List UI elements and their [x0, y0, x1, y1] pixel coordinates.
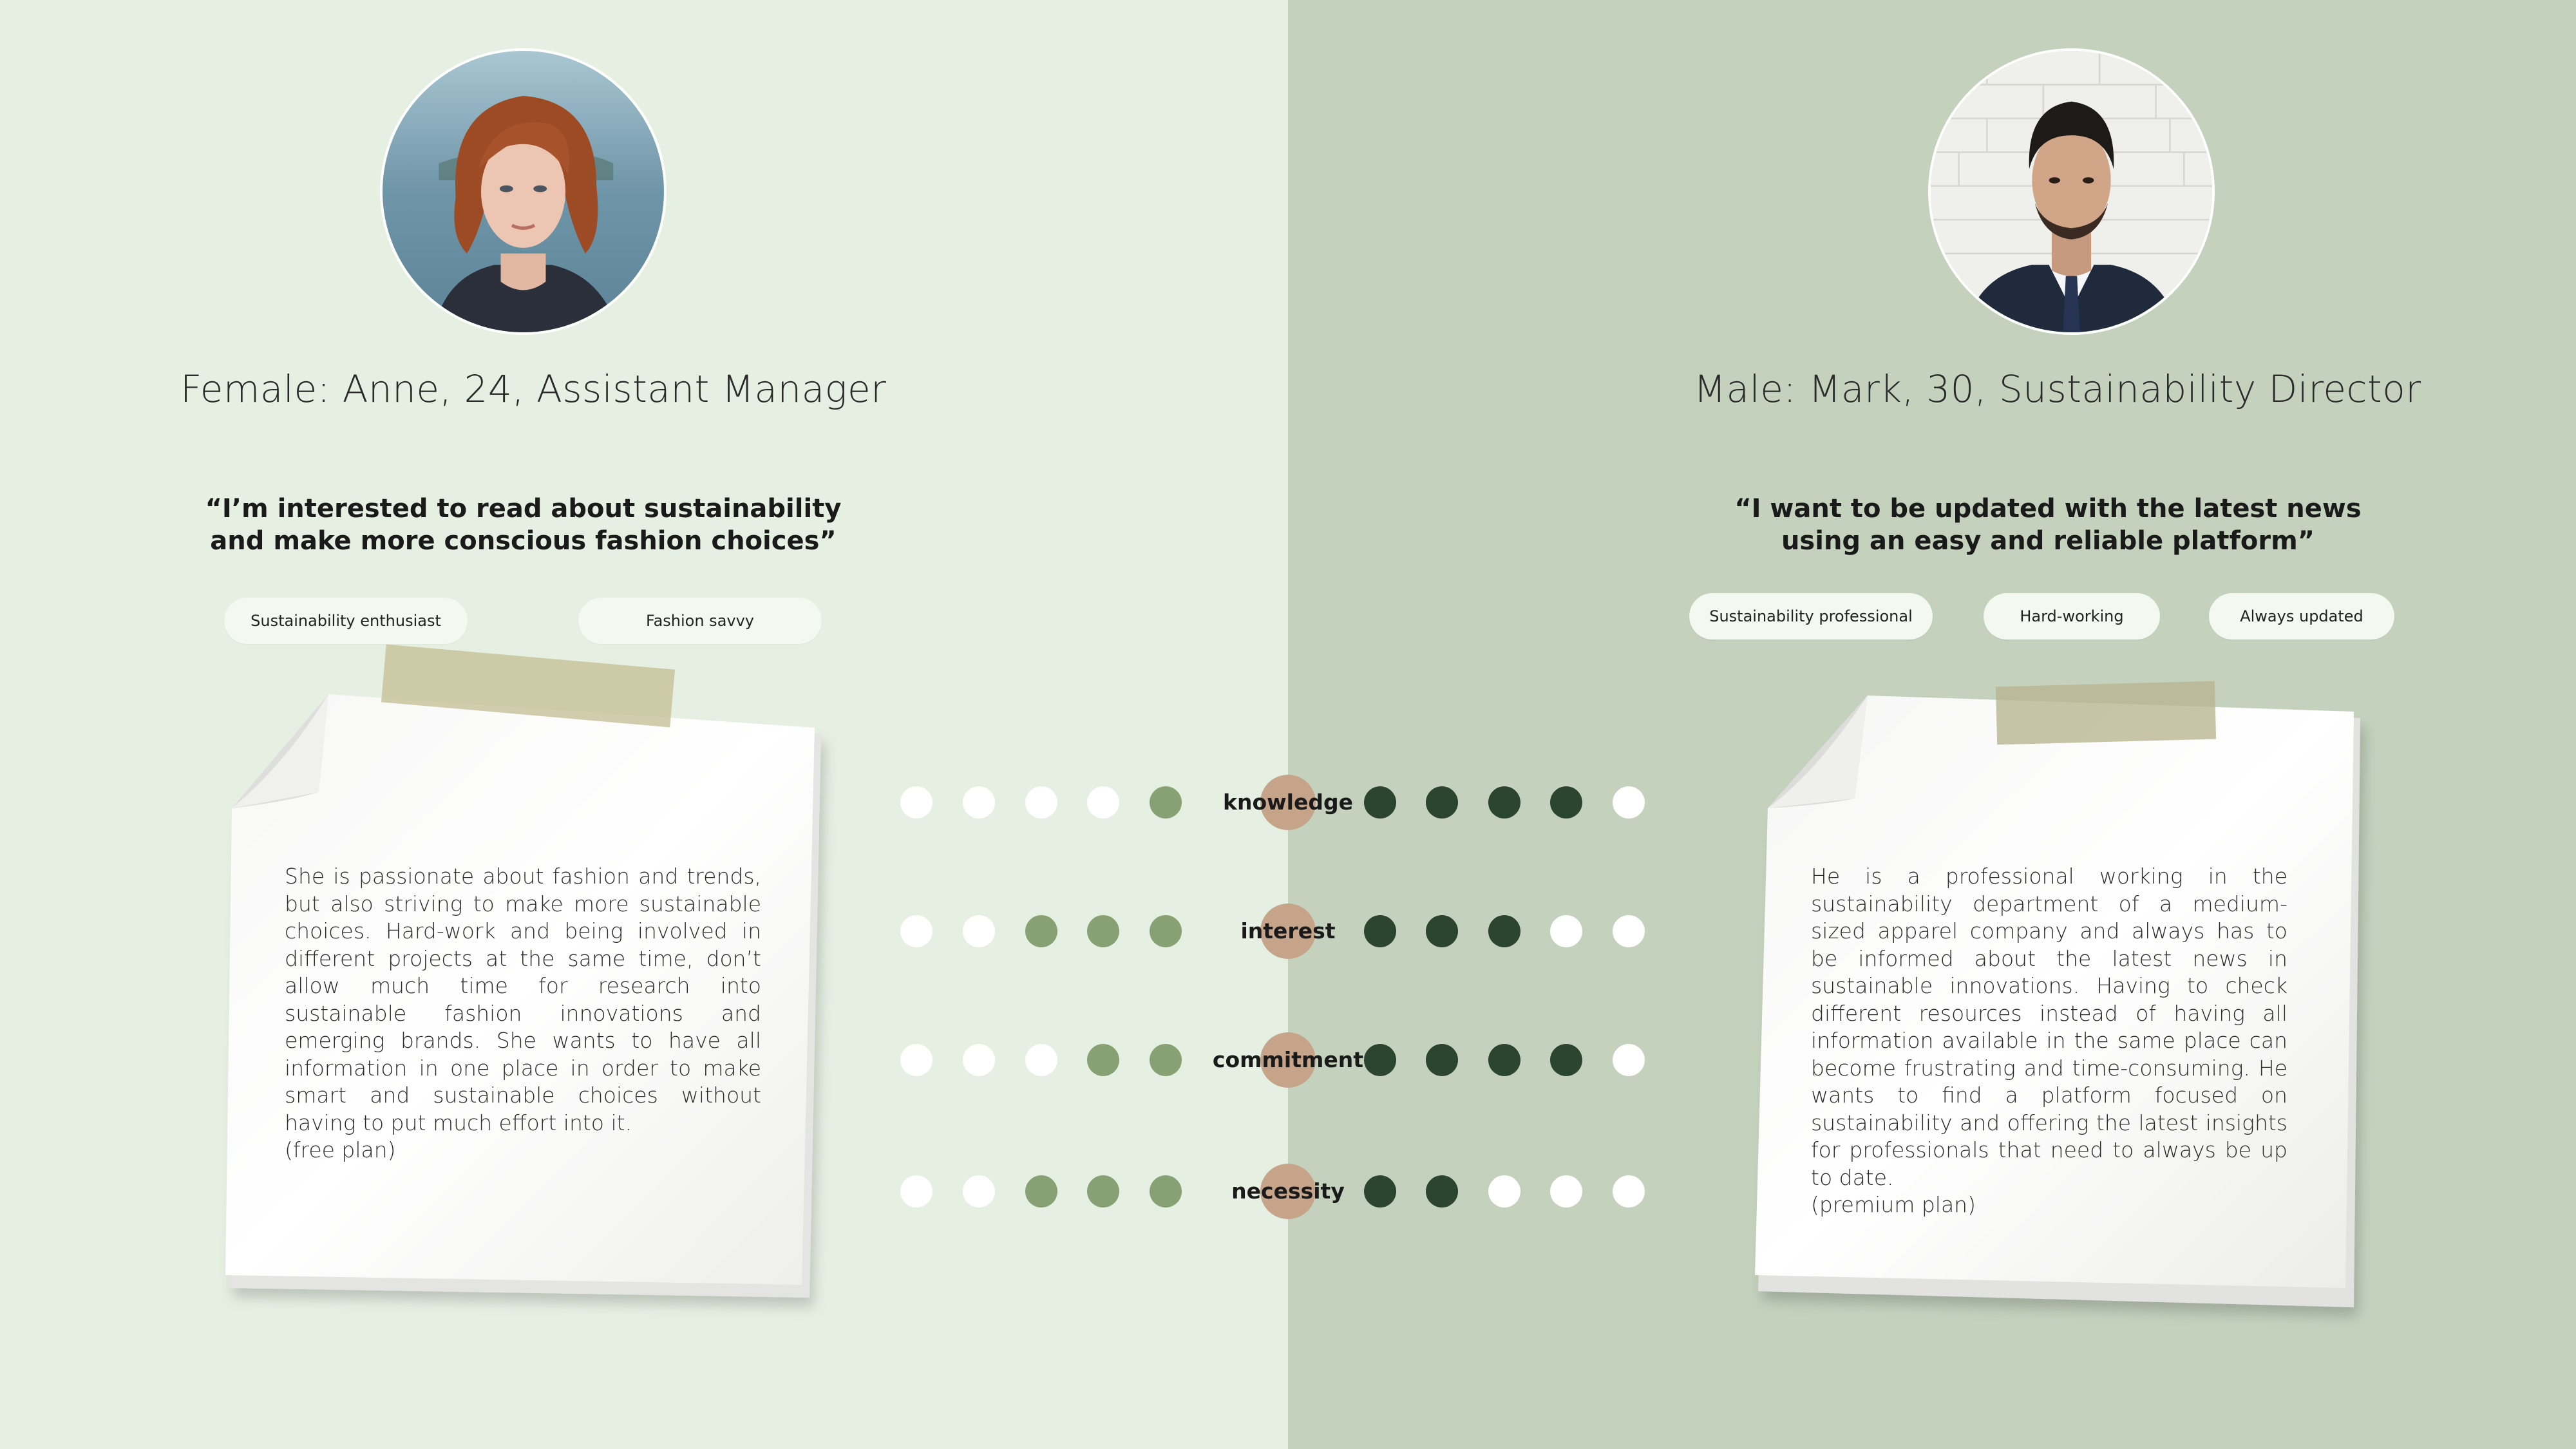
anne-tag-fashion-savvy: Fashion savvy — [578, 598, 822, 644]
anne-knowledge-dot-1 — [900, 786, 933, 819]
anne-knowledge-dot-3 — [1025, 786, 1057, 819]
anne-necessity-dot-2 — [963, 1175, 995, 1208]
scale-label-interest: interest — [1240, 918, 1336, 943]
anne-description-text: She is passionate about fashion and trends, but also striving to make more sustainable choices. Hard-work and being involved in different projects at the same time, don’t allow much time for research into sustainable fashion innovations and emerging brands. She wants to have all information in one place in order to make smart and sustainable choices without having to put much effort into it. — [285, 864, 761, 1135]
anne-commitment-dot-3 — [1025, 1044, 1057, 1076]
mark-commitment-dot-2 — [1426, 1044, 1458, 1076]
mark-description — [1811, 863, 2287, 1219]
mark-plan: (premium plan) — [1811, 1192, 1976, 1217]
anne-tag-sustainability-enthusiast: Sustainability enthusiast — [224, 598, 468, 644]
scale-label-necessity: necessity — [1231, 1179, 1345, 1204]
anne-description — [285, 863, 761, 1164]
anne-avatar — [380, 48, 667, 335]
mark-knowledge-dot-5 — [1613, 786, 1645, 819]
mark-interest-dot-2 — [1426, 915, 1458, 947]
anne-interest-dot-5 — [1150, 915, 1182, 947]
mark-interest-dot-3 — [1488, 915, 1520, 947]
anne-knowledge-dot-2 — [963, 786, 995, 819]
mark-interest-dot-5 — [1613, 915, 1645, 947]
anne-persona-title: Female: Anne, 24, Assistant Manager — [180, 367, 887, 411]
anne-commitment-dot-4 — [1087, 1044, 1119, 1076]
mark-tag-always-updated: Always updated — [2209, 593, 2394, 639]
anne-commitment-dot-1 — [900, 1044, 933, 1076]
mark-avatar — [1928, 48, 2215, 335]
scale-label-knowledge: knowledge — [1223, 790, 1353, 815]
mark-interest-dot-4 — [1550, 915, 1582, 947]
mark-commitment-dot-4 — [1550, 1044, 1582, 1076]
anne-interest-dot-4 — [1087, 915, 1119, 947]
scale-label-commitment: commitment — [1212, 1047, 1364, 1072]
mark-knowledge-dot-4 — [1550, 786, 1582, 819]
mark-necessity-dot-3 — [1488, 1175, 1520, 1208]
mark-persona-title: Male: Mark, 30, Sustainability Director — [1694, 367, 2421, 411]
anne-necessity-dot-5 — [1150, 1175, 1182, 1208]
anne-necessity-dot-4 — [1087, 1175, 1119, 1208]
mark-knowledge-dot-3 — [1488, 786, 1520, 819]
anne-interest-dot-1 — [900, 915, 933, 947]
anne-knowledge-dot-4 — [1087, 786, 1119, 819]
anne-knowledge-dot-5 — [1150, 786, 1182, 819]
mark-tag-sustainability-professional: Sustainability professional — [1689, 593, 1933, 639]
mark-knowledge-dot-2 — [1426, 786, 1458, 819]
mark-necessity-dot-5 — [1613, 1175, 1645, 1208]
mark-description-text: He is a professional working in the sustainability department of a medium-sized apparel company and always has to be informed about the latest news in sustainable innovations. Having to check different resources instead of having all information available in the same place can become frustrating and time-consuming. He wants to find a platform focused on sustainability and offering the latest insights for professionals that need to always be up to date. — [1811, 864, 2287, 1190]
mark-commitment-dot-3 — [1488, 1044, 1520, 1076]
mark-tag-hard-working: Hard-working — [1984, 593, 2160, 639]
mark-necessity-dot-4 — [1550, 1175, 1582, 1208]
anne-commitment-dot-2 — [963, 1044, 995, 1076]
anne-plan: (free plan) — [285, 1137, 396, 1162]
anne-interest-dot-3 — [1025, 915, 1057, 947]
anne-necessity-dot-3 — [1025, 1175, 1057, 1208]
mark-quote: “I want to be updated with the latest news using an easy and reliable platform” — [1734, 494, 2362, 556]
mark-commitment-dot-5 — [1613, 1044, 1645, 1076]
anne-interest-dot-2 — [963, 915, 995, 947]
anne-commitment-dot-5 — [1150, 1044, 1182, 1076]
anne-quote: “I’m interested to read about sustainability and make more conscious fashion choices” — [205, 494, 842, 556]
anne-necessity-dot-1 — [900, 1175, 933, 1208]
mark-necessity-dot-2 — [1426, 1175, 1458, 1208]
